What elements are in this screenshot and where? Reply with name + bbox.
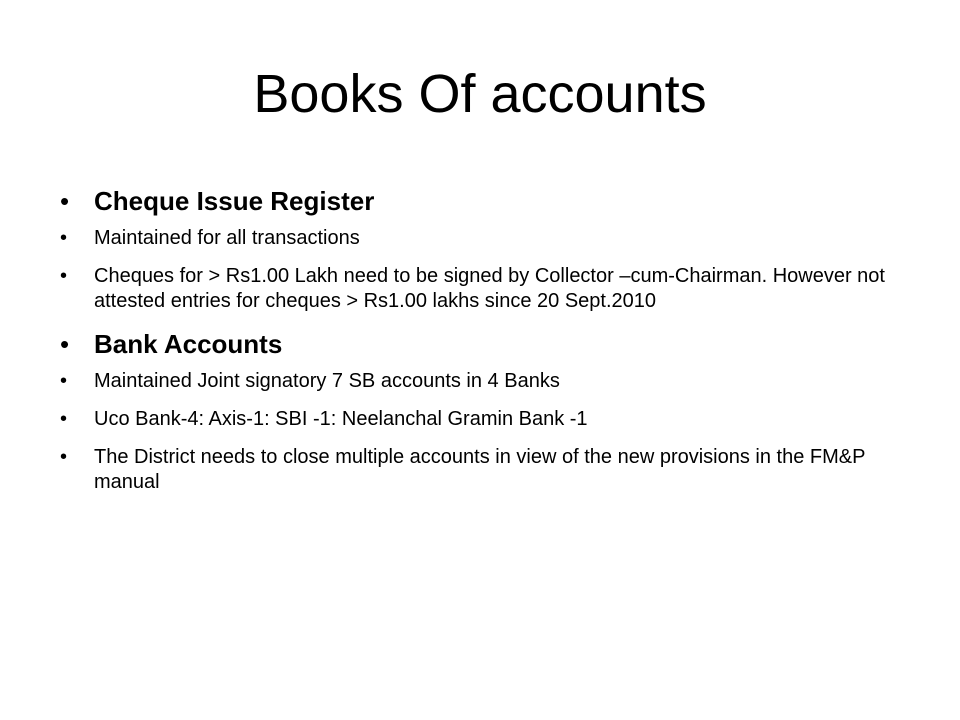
list-item [60,264,920,314]
list-item-text: Maintained Joint signatory 7 SB accounts in 4 Banks [94,370,560,392]
bullet-list [60,176,920,508]
list-item-text: Maintained for all transactions [94,227,360,249]
bullet-icon: • [60,408,68,430]
list-item [60,369,920,394]
section-heading-bank-accounts [60,327,920,361]
list-item-text: Uco Bank-4: Axis-1: SBI -1: Neelanchal Gramin Bank -1 [94,408,588,430]
section-heading-cheque-issue-register [60,184,920,218]
list-item-text: The District needs to close multiple accounts in view of the new provisions in the FM&P manual [94,446,866,493]
bullet-icon: • [60,265,68,287]
list-item [60,226,920,251]
list-item-text: Cheques for > Rs1.00 Lakh need to be signed by Collector –cum-Chairman. However not attested entries for cheques > Rs1.00 lakhs since 20 Sept.2010 [94,265,885,312]
section-heading-text: Cheque Issue Register [94,186,375,216]
bullet-icon: • [60,186,70,216]
list-item [60,407,920,432]
section-heading-text: Bank Accounts [94,329,283,359]
bullet-icon: • [60,370,68,392]
bullet-icon: • [60,329,70,359]
bullet-icon: • [60,227,68,249]
bullet-icon: • [60,446,68,468]
slide-title: Books Of accounts [253,64,707,124]
list-item [60,445,920,495]
